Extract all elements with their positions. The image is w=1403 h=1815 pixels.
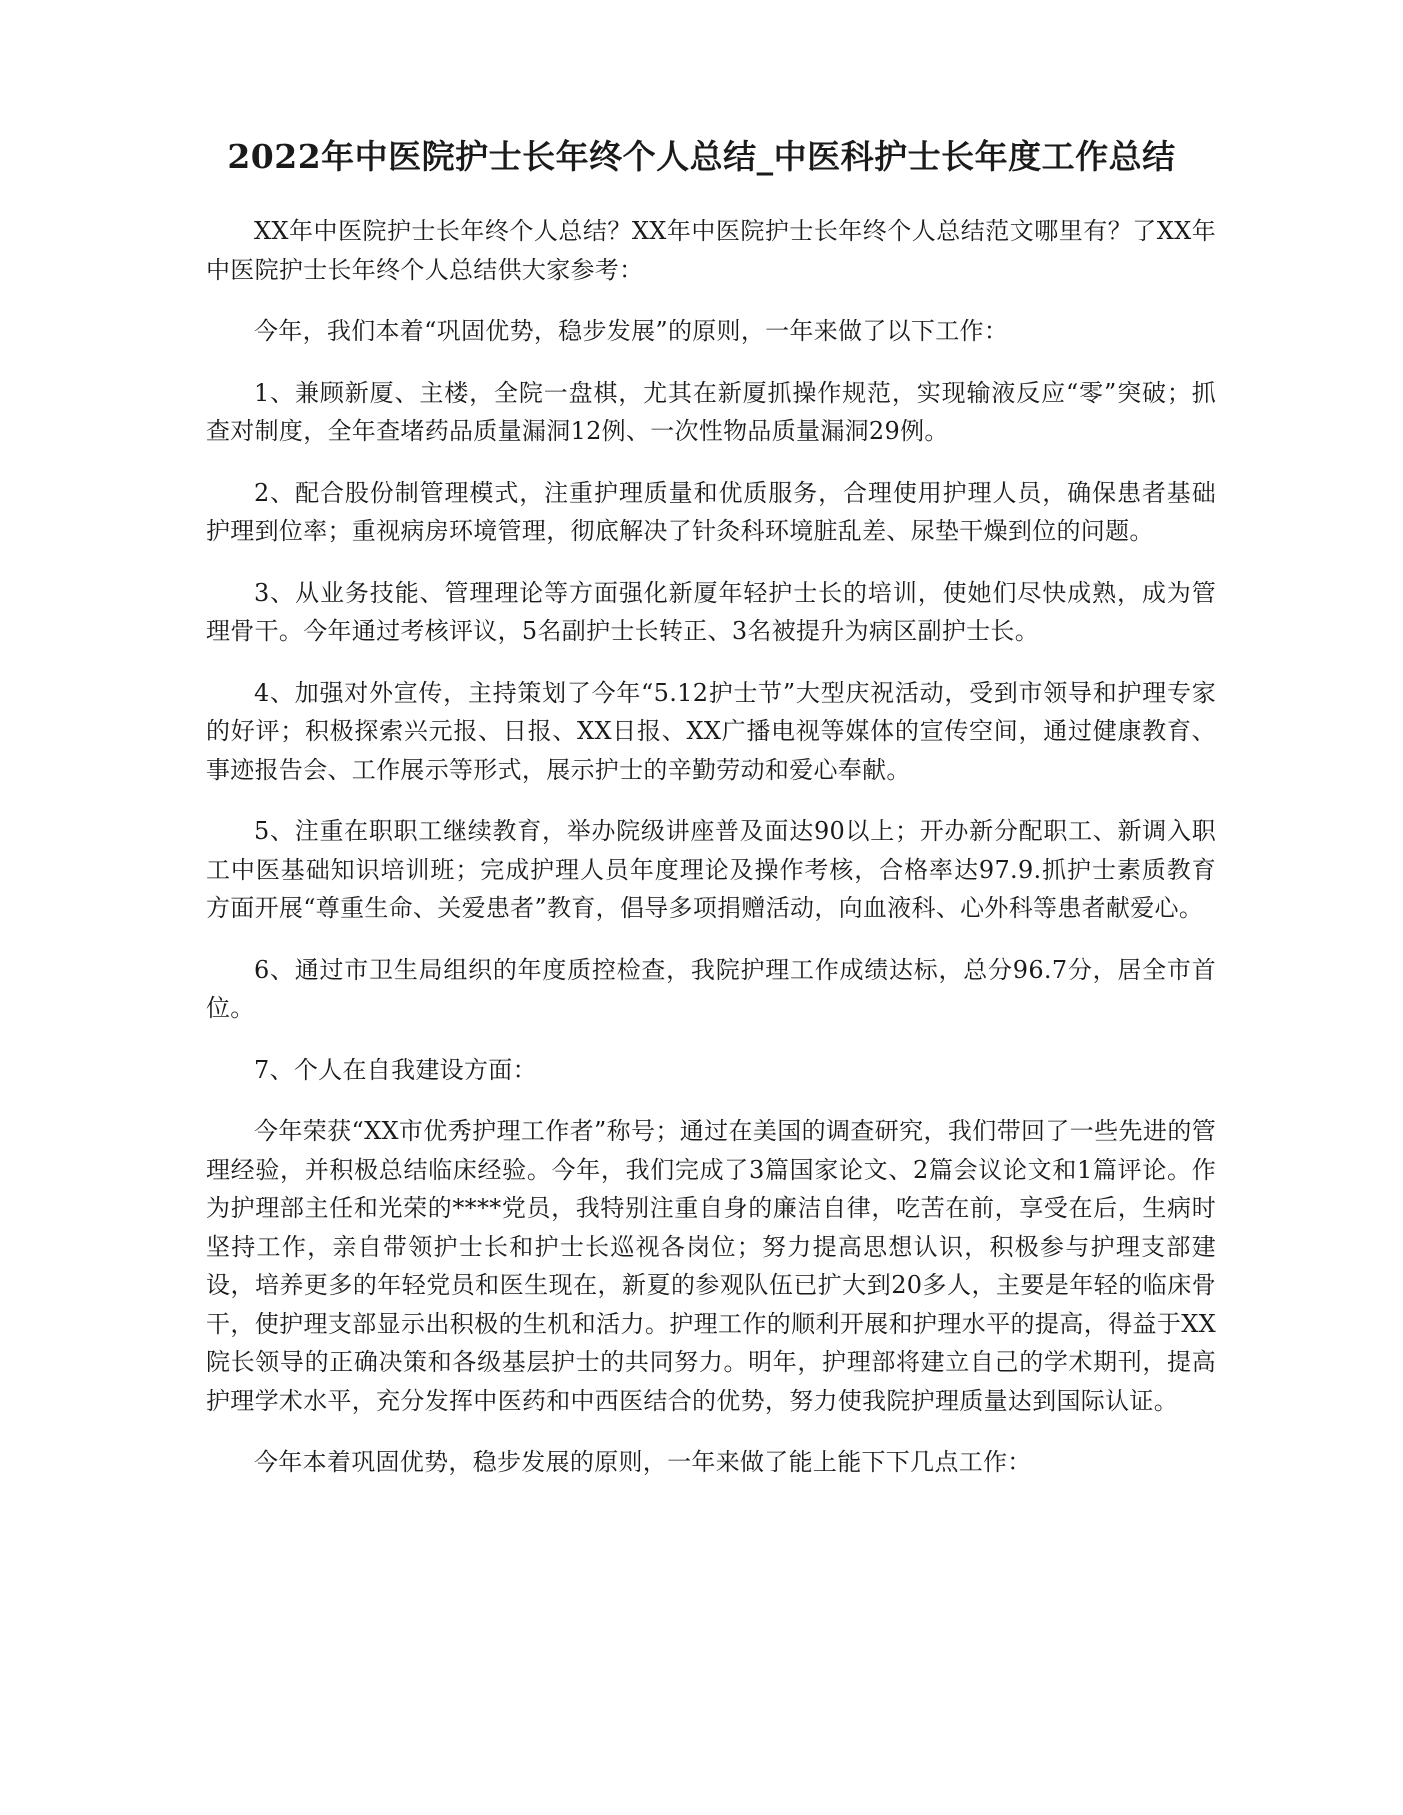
paragraph-item-6: 6、通过市卫生局组织的年度质控检查，我院护理工作成绩达标，总分96.7分，居全市首位。: [206, 955, 1216, 1022]
paragraph-item-1: 1、兼顾新厦、主楼，全院一盘棋，尤其在新厦抓操作规范，实现输液反应“零”突破；抓查对制度，全年查堵药品质量漏洞12例、一次性物品质量漏洞29例。: [206, 378, 1216, 445]
paragraph-principle: 今年，我们本着“巩固优势，稳步发展”的原则，一年来做了以下工作：: [254, 317, 1009, 345]
paragraph-intro: XX年中医院护士长年终个人总结？XX年中医院护士长年终个人总结范文哪里有？了XX年中医院护士长年终个人总结供大家参考：: [206, 217, 1216, 284]
paragraph-item-2: 2、配合股份制管理模式，注重护理质量和优质服务，合理使用护理人员，确保患者基础护理到位率；重视病房环境管理，彻底解决了针灸科环境脏乱差、尿垫干燥到位的问题。: [206, 478, 1216, 545]
paragraph-item-5: 5、注重在职职工继续教育，举办院级讲座普及面达90以上；开办新分配职工、新调入职工中医基础知识培训班；完成护理人员年度理论及操作考核，合格率达97.9.抓护士素质教育方面开展“尊重生命、关爱患者”教育，倡导多项捐赠活动，向血液科、心外科等患者献爱心。: [206, 817, 1216, 922]
document-body: [206, 212, 1216, 1505]
document-title: 2022年中医院护士长年终个人总结_中医科护士长年度工作总结: [227, 137, 1176, 176]
paragraph-item-7: 7、个人在自我建设方面：: [254, 1055, 537, 1084]
paragraph-item-3: 3、从业务技能、管理理论等方面强化新厦年轻护士长的培训，使她们尽快成熟，成为管理骨干。今年通过考核评议，5名副护士长转正、3名被提升为病区副护士长。: [206, 578, 1216, 645]
paragraph-item-4: 4、加强对外宣传，主持策划了今年“5.12护士节”大型庆祝活动，受到市领导和护理专家的好评；积极探索兴元报、日报、XX日报、XX广播电视等媒体的宣传空间，通过健康教育、事迹报告会、工作展示等形式，展示护士的辛勤劳动和爱心奉献。: [206, 678, 1216, 784]
paragraph-personal: 今年荣获“XX市优秀护理工作者”称号；通过在美国的调查研究，我们带回了一些先进的管理经验，并积极总结临床经验。今年，我们完成了3篇国家论文、2篇会议论文和1篇评论。作为护理部主任和光荣的****党员，我特别注重自身的廉洁自律，吃苦在前，享受在后，生病时坚持工作，亲自带领护士长和护士长巡视各岗位；努力提高思想认识，积极参与护理支部建设，培养更多的年轻党员和医生现在，新夏的参观队伍已扩大到20多人，主要是年轻的临床骨干，使护理支部显示出积极的生机和活力。护理工作的顺利开展和护理水平的提高，得益于XX院长领导的正确决策和各级基层护士的共同努力。明年，护理部将建立自己的学术期刊，提高护理学术水平，充分发挥中医药和中西医结合的优势，努力使我院护理质量达到国际认证。: [206, 1117, 1216, 1415]
paragraph-closing: 今年本着巩固优势，稳步发展的原则，一年来做了能上能下下几点工作：: [254, 1448, 1032, 1476]
